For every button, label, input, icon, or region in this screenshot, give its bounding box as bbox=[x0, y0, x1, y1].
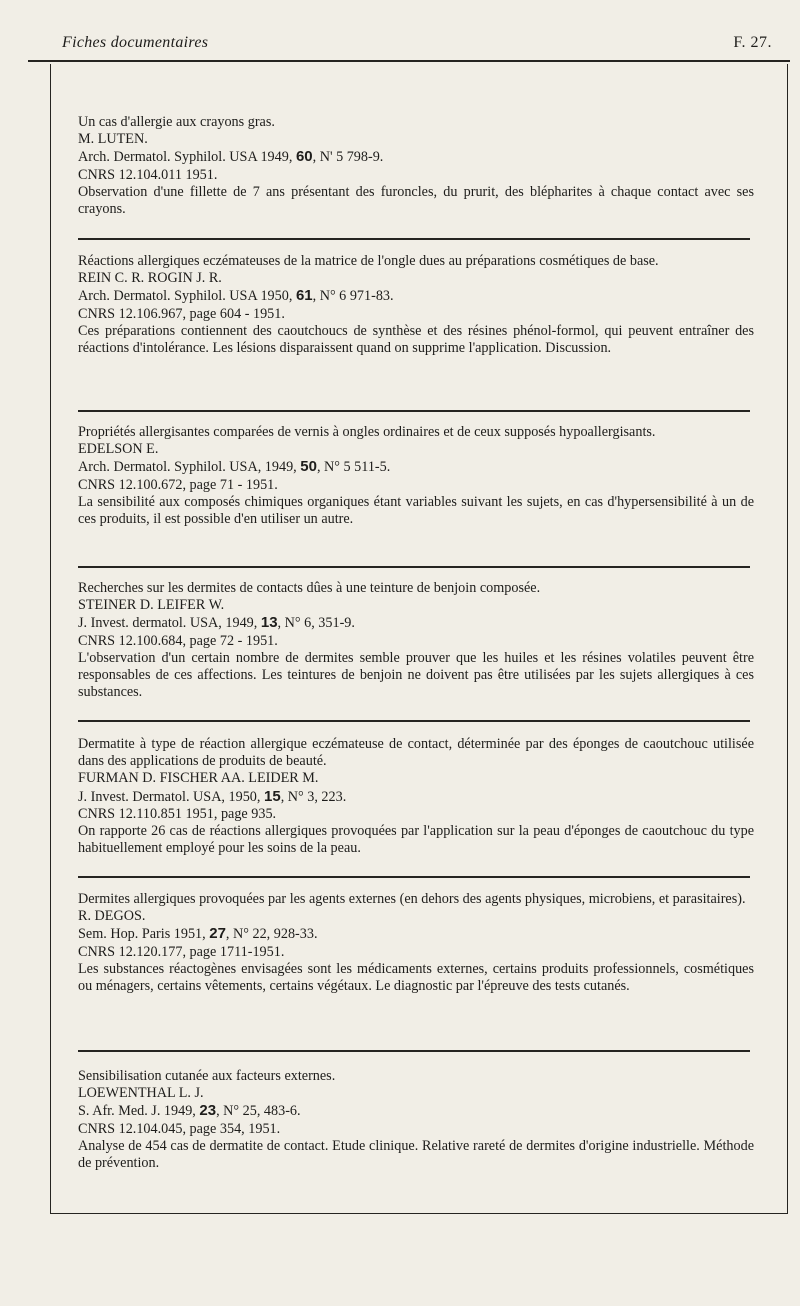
journal-citation: S. Afr. Med. J. 1949, bbox=[78, 1103, 196, 1120]
volume-number: 61 bbox=[295, 287, 313, 305]
entry-summary: Analyse de 454 cas de dermatite de contact. Etude clinique. Relative rareté de dermites d'origine industrielle. Méthode de prévention. bbox=[78, 1137, 754, 1172]
fiche-entry-5 bbox=[78, 736, 754, 857]
issue-pages: , N° 6, 351-9. bbox=[277, 615, 355, 632]
fiche-entry-1 bbox=[78, 114, 754, 218]
entry-reference bbox=[78, 287, 754, 305]
entry-separator bbox=[78, 720, 750, 722]
entry-authors: EDELSON E. bbox=[78, 441, 159, 458]
entry-title: Propriétés allergisantes comparées de vernis à ongles ordinaires et de ceux supposés hypoallergisants. bbox=[78, 424, 656, 440]
cnrs-reference: CNRS 12.110.851 1951, page 935. bbox=[78, 805, 277, 822]
issue-pages: , N° 3, 223. bbox=[280, 788, 347, 805]
issue-pages: , N' 5 798-9. bbox=[312, 149, 384, 166]
volume-number: 23 bbox=[199, 1102, 217, 1120]
entry-reference bbox=[78, 614, 754, 632]
journal-citation: J. Invest. Dermatol. USA, 1950, bbox=[78, 788, 261, 805]
entry-summary: L'observation d'un certain nombre de dermites semble prouver que les huiles et les résines volatiles peuvent être responsables de ces affections. Les teintures de benjoin ne doivent pas être utilisées par les sujets allergiques à ces substances. bbox=[78, 649, 754, 701]
entry-reference bbox=[78, 458, 754, 476]
entry-summary: Les substances réactogènes envisagées sont les médicaments externes, certains produits professionnels, cosmétiques ou ménagers, certains vêtements, certains végétaux. Le diagnostic par l'épreuve des tests cutanés. bbox=[78, 960, 754, 995]
entry-title: Un cas d'allergie aux crayons gras. bbox=[78, 114, 275, 130]
running-title: Fiches documentaires bbox=[62, 34, 209, 51]
journal-citation: Sem. Hop. Paris 1951, bbox=[78, 926, 206, 943]
page-number: F. 27. bbox=[733, 34, 772, 51]
issue-pages: , N° 5 511-5. bbox=[316, 459, 391, 476]
volume-number: 60 bbox=[295, 148, 313, 166]
fiche-entry-3 bbox=[78, 424, 754, 528]
entry-title: Recherches sur les dermites de contacts dûes à une teinture de benjoin composée. bbox=[78, 580, 541, 596]
volume-number: 27 bbox=[209, 925, 226, 943]
volume-number: 50 bbox=[300, 458, 317, 476]
entry-title: Dermites allergiques provoquées par les agents externes (en dehors des agents physiques, microbiens, et parasitaires). bbox=[78, 891, 746, 907]
entry-summary: Ces préparations contiennent des caoutchoucs de synthèse et des résines phénol-formol, qui peuvent entraîner des réactions d'intolérance. Les lésions disparaissent quand on supprime l'application. Discussion. bbox=[78, 322, 754, 357]
entry-summary: Observation d'une fillette de 7 ans présentant des furoncles, du prurit, des blépharites à chaque contact avec ses crayons. bbox=[78, 183, 754, 218]
entry-reference bbox=[78, 925, 754, 943]
entry-title: Dermatite à type de réaction allergique eczémateuse de contact, déterminée par des éponges de caoutchouc utilisée dans des applications de produits de beauté. bbox=[78, 736, 754, 770]
entry-separator bbox=[78, 238, 750, 240]
entry-authors: M. LUTEN. bbox=[78, 131, 148, 148]
journal-citation: J. Invest. dermatol. USA, 1949, bbox=[78, 615, 258, 632]
journal-citation: Arch. Dermatol. Syphilol. USA, 1949, bbox=[78, 459, 297, 476]
volume-number: 13 bbox=[260, 614, 278, 632]
issue-pages: , N° 6 971-83. bbox=[312, 288, 394, 305]
fiche-entry-4 bbox=[78, 580, 754, 701]
cnrs-reference: CNRS 12.104.045, page 354, 1951. bbox=[78, 1120, 281, 1137]
fiche-entry-2 bbox=[78, 253, 754, 357]
cnrs-reference: CNRS 12.100.684, page 72 - 1951. bbox=[78, 632, 278, 649]
fiche-entry-6 bbox=[78, 891, 754, 995]
cnrs-reference: CNRS 12.106.967, page 604 - 1951. bbox=[78, 305, 285, 322]
fiche-entry-7 bbox=[78, 1068, 754, 1172]
header-rule bbox=[28, 60, 790, 62]
issue-pages: , N° 22, 928-33. bbox=[225, 926, 318, 943]
journal-citation: Arch. Dermatol. Syphilol. USA 1950, bbox=[78, 288, 293, 305]
entry-authors: R. DEGOS. bbox=[78, 908, 146, 925]
volume-number: 15 bbox=[264, 787, 281, 805]
cnrs-reference: CNRS 12.120.177, page 1711-1951. bbox=[78, 943, 285, 960]
entry-authors: REIN C. R. ROGIN J. R. bbox=[78, 270, 222, 287]
entry-separator bbox=[78, 566, 750, 568]
entry-reference bbox=[78, 788, 754, 806]
entry-authors: STEINER D. LEIFER W. bbox=[78, 597, 225, 614]
entry-separator bbox=[78, 876, 750, 878]
entry-reference bbox=[78, 1102, 754, 1120]
entry-summary: La sensibilité aux composés chimiques organiques étant variables suivant les sujets, en cas d'hypersensibilité à un de ces produits, il est possible d'en utiliser un autre. bbox=[78, 493, 754, 528]
entry-separator bbox=[78, 410, 750, 412]
entry-summary: On rapporte 26 cas de réactions allergiques provoquées par l'application sur la peau d'éponges de caoutchouc du type habituellement employé pour les soins de la peau. bbox=[78, 823, 754, 857]
entry-reference bbox=[78, 148, 754, 166]
cnrs-reference: CNRS 12.100.672, page 71 - 1951. bbox=[78, 476, 278, 493]
entry-title: Sensibilisation cutanée aux facteurs externes. bbox=[78, 1068, 336, 1084]
entry-authors: FURMAN D. FISCHER AA. LEIDER M. bbox=[78, 770, 319, 787]
cnrs-reference: CNRS 12.104.011 1951. bbox=[78, 166, 218, 183]
entry-authors: LOEWENTHAL L. J. bbox=[78, 1085, 204, 1102]
issue-pages: , N° 25, 483-6. bbox=[216, 1103, 301, 1120]
page-header bbox=[62, 34, 772, 56]
entry-title: Réactions allergiques eczémateuses de la matrice de l'ongle dues au préparations cosmétiques de base. bbox=[78, 253, 659, 269]
entry-separator bbox=[78, 1050, 750, 1052]
journal-citation: Arch. Dermatol. Syphilol. USA 1949, bbox=[78, 149, 293, 166]
